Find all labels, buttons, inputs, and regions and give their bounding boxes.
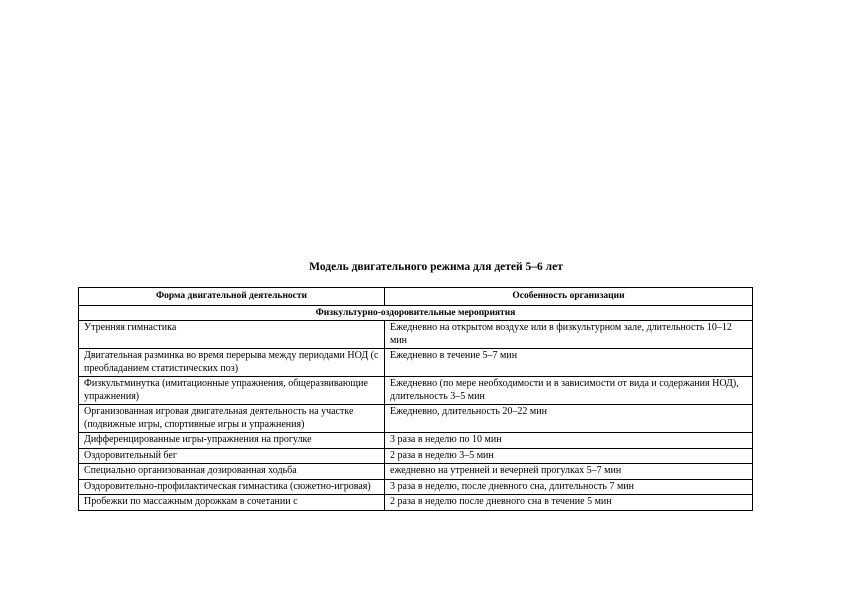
activity-cell: Оздоровительно-профилактическая гимнастика (сюжетно-игровая) bbox=[79, 479, 385, 495]
organization-cell: Ежедневно, длительность 20–22 мин bbox=[385, 405, 753, 433]
document-title: Модель двигательного режима для детей 5–6 лет bbox=[309, 261, 563, 273]
organization-cell: Ежедневно на открытом воздухе или в физкультурном зале, длительность 10–12 мин bbox=[385, 321, 753, 349]
activity-cell: Оздоровительный бег bbox=[79, 448, 385, 464]
organization-cell: Ежедневно в течение 5–7 мин bbox=[385, 349, 753, 377]
table-row bbox=[79, 405, 753, 433]
organization-cell: Ежедневно (по мере необходимости и в зависимости от вида и содержания НОД), длительность 3–5 мин bbox=[385, 377, 753, 405]
organization-cell: 2 раза в неделю 3–5 мин bbox=[385, 448, 753, 464]
activity-cell: Специально организованная дозированная ходьба bbox=[79, 464, 385, 480]
activity-model-table bbox=[78, 287, 753, 511]
activity-cell: Организованная игровая двигательная деятельность на участке (подвижные игры, спортивные игры и упражнения) bbox=[79, 405, 385, 433]
organization-cell: 2 раза в неделю после дневного сна в течение 5 мин bbox=[385, 495, 753, 511]
activity-cell: Утренняя гимнастика bbox=[79, 321, 385, 349]
table-row bbox=[79, 321, 753, 349]
table-row bbox=[79, 349, 753, 377]
table-row bbox=[79, 464, 753, 480]
organization-cell: 3 раза в неделю, после дневного сна, длительность 7 мин bbox=[385, 479, 753, 495]
table-row bbox=[79, 433, 753, 449]
organization-cell: 3 раза в неделю по 10 мин bbox=[385, 433, 753, 449]
header-activity-form: Форма двигательной деятельности bbox=[79, 288, 385, 306]
activity-cell: Двигательная разминка во время перерыва между периодами НОД (с преобладанием статистических поз) bbox=[79, 349, 385, 377]
table-row bbox=[79, 377, 753, 405]
section-row bbox=[79, 305, 753, 321]
activity-cell: Дифференцированные игры-упражнения на прогулке bbox=[79, 433, 385, 449]
section-title: Физкультурно-оздоровительные мероприятия bbox=[79, 305, 753, 321]
table-row bbox=[79, 495, 753, 511]
header-organization: Особенность организации bbox=[385, 288, 753, 306]
activity-cell: Пробежки по массажным дорожкам в сочетании с bbox=[79, 495, 385, 511]
table-header-row bbox=[79, 288, 753, 306]
table-row bbox=[79, 479, 753, 495]
activity-cell: Физкультминутка (имитационные упражнения, общеразвивающие упражнения) bbox=[79, 377, 385, 405]
table-row bbox=[79, 448, 753, 464]
organization-cell: ежедневно на утренней и вечерней прогулках 5–7 мин bbox=[385, 464, 753, 480]
